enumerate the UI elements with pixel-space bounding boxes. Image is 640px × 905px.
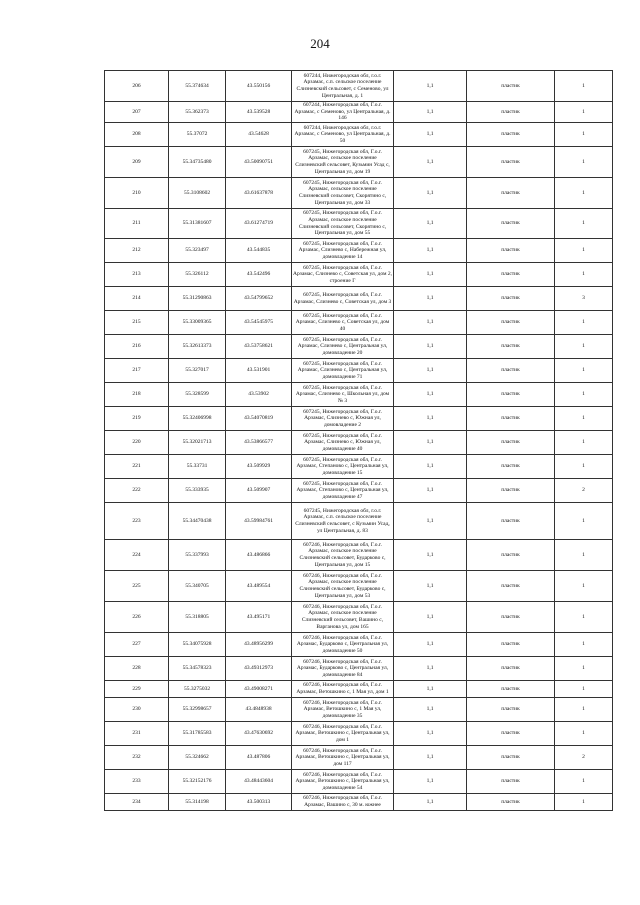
row-number-cell: 221	[105, 455, 169, 479]
table-row	[105, 770, 613, 794]
container-volume-cell: 1,1	[394, 633, 467, 657]
material-cell: пластик	[467, 503, 555, 540]
material-cell: пластик	[467, 722, 555, 746]
table-row	[105, 503, 613, 540]
longitude-cell: 43.47630692	[226, 722, 292, 746]
address-cell: 607244, Нижегородская обл, Г.о.г. Арзамас, с Семеново, ул Центральная, д. 146	[292, 102, 394, 123]
container-count-cell: 1	[555, 722, 613, 746]
container-count-cell: 1	[555, 311, 613, 335]
table-row	[105, 287, 613, 311]
container-count-cell: 1	[555, 633, 613, 657]
table-row	[105, 335, 613, 359]
address-cell: 607245, Нижегородская обл, Г.о.г. Арзамас, Степаново с, Центральная ул, домовладение 47	[292, 479, 394, 503]
material-cell: пластик	[467, 359, 555, 383]
latitude-cell: 55.362373	[169, 102, 226, 123]
container-count-cell: 2	[555, 746, 613, 770]
row-number-cell: 206	[105, 71, 169, 102]
table-row	[105, 479, 613, 503]
material-cell: пластик	[467, 147, 555, 178]
address-cell: 607246, Нижегородская обл, Г.о.г. Арзамас, Вашино с, 30 м. южнее	[292, 794, 394, 811]
row-number-cell: 234	[105, 794, 169, 811]
material-cell: пластик	[467, 407, 555, 431]
container-volume-cell: 1,1	[394, 479, 467, 503]
row-number-cell: 208	[105, 123, 169, 147]
table-row	[105, 681, 613, 698]
container-count-cell: 1	[555, 335, 613, 359]
container-volume-cell: 1,1	[394, 407, 467, 431]
longitude-cell: 43.550156	[226, 71, 292, 102]
longitude-cell: 43.49312973	[226, 657, 292, 681]
container-volume-cell: 1,1	[394, 383, 467, 407]
latitude-cell: 55.33731	[169, 455, 226, 479]
table-row	[105, 571, 613, 602]
address-cell: 607246, Нижегородская обл, Г.о.г. Арзамас, Бударково с, Центральная ул, домовладение 84	[292, 657, 394, 681]
address-cell: 607245, Нижегородская обл, Г.о.г. Арзамас, Слизнево с, Центральная ул, домовладение 20	[292, 335, 394, 359]
material-cell: пластик	[467, 571, 555, 602]
table-row	[105, 123, 613, 147]
latitude-cell: 55.318805	[169, 602, 226, 633]
material-cell: пластик	[467, 263, 555, 287]
address-cell: 607245, Нижегородская обл, Г.о.г. Арзамас, сельское поселение Слизневский сельсовет, Скорятино с, Центральная ул, дом 55	[292, 209, 394, 239]
row-number-cell: 223	[105, 503, 169, 540]
container-count-cell: 1	[555, 147, 613, 178]
table-row	[105, 602, 613, 633]
material-cell: пластик	[467, 540, 555, 571]
container-volume-cell: 1,1	[394, 698, 467, 722]
address-cell: 607245, Нижегородская обл, Г.о.г. Арзамас, Слизнево с, Набережная ул, домовладение 14	[292, 239, 394, 263]
longitude-cell: 43.61274719	[226, 209, 292, 239]
container-count-cell: 1	[555, 602, 613, 633]
address-cell: 607245, Нижегородская обл, Г.о.г. Арзамас, Слизнево с, Советская ул, дом 2, строение Г	[292, 263, 394, 287]
row-number-cell: 228	[105, 657, 169, 681]
longitude-cell: 43.531901	[226, 359, 292, 383]
table-row	[105, 794, 613, 811]
row-number-cell: 207	[105, 102, 169, 123]
latitude-cell: 55.33009365	[169, 311, 226, 335]
latitude-cell: 55.3275032	[169, 681, 226, 698]
container-count-cell: 3	[555, 287, 613, 311]
row-number-cell: 209	[105, 147, 169, 178]
table-row	[105, 263, 613, 287]
container-count-cell: 1	[555, 407, 613, 431]
table-row	[105, 71, 613, 102]
row-number-cell: 225	[105, 571, 169, 602]
container-count-cell: 1	[555, 657, 613, 681]
address-cell: 607245, Нижегородская обл, Г.о.г. Арзамас, Слизнево с, Южная ул, домовладение 40	[292, 431, 394, 455]
longitude-cell: 43.54545975	[226, 311, 292, 335]
address-cell: 607246, Нижегородская обл, Г.о.г. Арзамас, Ветошкино с, Центральная ул, дом 117	[292, 746, 394, 770]
container-count-cell: 2	[555, 479, 613, 503]
latitude-cell: 55.374634	[169, 71, 226, 102]
material-cell: пластик	[467, 698, 555, 722]
latitude-cell: 55.32152176	[169, 770, 226, 794]
address-cell: 607245, Нижегородская обл, Г.о.г. Арзамас, Слизнево с, Центральная ул, домовладение 71	[292, 359, 394, 383]
material-cell: пластик	[467, 102, 555, 123]
material-cell: пластик	[467, 746, 555, 770]
row-number-cell: 233	[105, 770, 169, 794]
material-cell: пластик	[467, 123, 555, 147]
material-cell: пластик	[467, 681, 555, 698]
address-cell: 607245, Нижегородская обл, Г.о.г. Арзамас, сельское поселение Слизневский сельсовет, Кузьмин Усад с, Центральная ул, дом 19	[292, 147, 394, 178]
longitude-cell: 43.542496	[226, 263, 292, 287]
container-volume-cell: 1,1	[394, 794, 467, 811]
longitude-cell: 43.50090751	[226, 147, 292, 178]
container-volume-cell: 1,1	[394, 335, 467, 359]
container-volume-cell: 1,1	[394, 359, 467, 383]
latitude-cell: 55.31381607	[169, 209, 226, 239]
row-number-cell: 227	[105, 633, 169, 657]
container-count-cell: 1	[555, 178, 613, 209]
container-volume-cell: 1,1	[394, 540, 467, 571]
latitude-cell: 55.34470438	[169, 503, 226, 540]
longitude-cell: 43.53866577	[226, 431, 292, 455]
longitude-cell: 43.4848938	[226, 698, 292, 722]
address-cell: 607246, Нижегородская обл, Г.о.г. Арзамас, сельское поселение Слизневский сельсовет, Бударково с, Центральная ул, дом 15	[292, 540, 394, 571]
container-count-cell: 1	[555, 359, 613, 383]
latitude-cell: 55.32998657	[169, 698, 226, 722]
container-count-cell: 1	[555, 431, 613, 455]
container-volume-cell: 1,1	[394, 102, 467, 123]
table-row	[105, 746, 613, 770]
address-cell: 607245, Нижегородская обл, Г.о.г. Арзамас, Слизнево с, Южная ул, домовладение 2	[292, 407, 394, 431]
address-cell: 607246, Нижегородская обл, Г.о.г. Арзамас, Бударково с, Центральная ул, домовладение 50	[292, 633, 394, 657]
container-count-cell: 1	[555, 794, 613, 811]
longitude-cell: 43.495171	[226, 602, 292, 633]
latitude-cell: 55.324662	[169, 746, 226, 770]
address-cell: 607246, Нижегородская обл, Г.о.г. Арзамас, Ветошкино с, 1 Мая ул, домовладение 35	[292, 698, 394, 722]
latitude-cell: 55.31290863	[169, 287, 226, 311]
address-cell: 607244, Нижегородская обл, г.о.г. Арзамас, с Семеново, ул Центральная, д. 50	[292, 123, 394, 147]
address-cell: 607246, Нижегородская обл, Г.о.г. Арзамас, сельское поселение Слизневский сельсовет, Бударково с, Центральная ул, дом 53	[292, 571, 394, 602]
material-cell: пластик	[467, 431, 555, 455]
row-number-cell: 216	[105, 335, 169, 359]
address-cell: 607246, Нижегородская обл, Г.о.г. Арзамас, Ветошкино с, Центральная ул, дом 1	[292, 722, 394, 746]
row-number-cell: 210	[105, 178, 169, 209]
row-number-cell: 224	[105, 540, 169, 571]
container-volume-cell: 1,1	[394, 431, 467, 455]
longitude-cell: 43.487806	[226, 746, 292, 770]
container-volume-cell: 1,1	[394, 311, 467, 335]
row-number-cell: 220	[105, 431, 169, 455]
material-cell: пластик	[467, 479, 555, 503]
material-cell: пластик	[467, 311, 555, 335]
table-row	[105, 698, 613, 722]
container-volume-cell: 1,1	[394, 209, 467, 239]
longitude-cell: 43.53902	[226, 383, 292, 407]
row-number-cell: 226	[105, 602, 169, 633]
table-body	[105, 71, 613, 811]
longitude-cell: 43.54628	[226, 123, 292, 147]
container-volume-cell: 1,1	[394, 722, 467, 746]
address-cell: 607245, Нижегородская обл, Г.о.г. Арзамас, Степаново с, Центральная ул, домовладение 15	[292, 455, 394, 479]
row-number-cell: 219	[105, 407, 169, 431]
address-cell: 607246, Нижегородская обл, Г.о.г. Арзамас, Ветошкино с, Центральная ул, домовладение 54	[292, 770, 394, 794]
container-count-cell: 1	[555, 455, 613, 479]
address-cell: 607246, Нижегородская обл, Г.о.г. Арзамас, Ветошкино с, 1 Мая ул, дом 1	[292, 681, 394, 698]
row-number-cell: 231	[105, 722, 169, 746]
latitude-cell: 55.32406998	[169, 407, 226, 431]
container-volume-cell: 1,1	[394, 746, 467, 770]
container-count-cell: 1	[555, 71, 613, 102]
container-count-cell: 1	[555, 239, 613, 263]
table-row	[105, 239, 613, 263]
table-row	[105, 359, 613, 383]
address-cell: 607245, Нижегородская обл, г.о.г. Арзамас, с.п. сельское поселение Слизневский сельсовет, с Кузьмин Усад, ул Центральная, д. 83	[292, 503, 394, 540]
material-cell: пластик	[467, 239, 555, 263]
latitude-cell: 55.34735480	[169, 147, 226, 178]
container-sites-table	[104, 70, 613, 811]
latitude-cell: 55.34075928	[169, 633, 226, 657]
address-cell: 607245, Нижегородская обл, Г.о.г. Арзамас, Слизнево с, Советская ул, дом 3	[292, 287, 394, 311]
table-row	[105, 431, 613, 455]
latitude-cell: 55.314198	[169, 794, 226, 811]
longitude-cell: 43.48956299	[226, 633, 292, 657]
container-count-cell: 1	[555, 209, 613, 239]
latitude-cell: 55.323497	[169, 239, 226, 263]
longitude-cell: 43.48443604	[226, 770, 292, 794]
material-cell: пластик	[467, 455, 555, 479]
table-row	[105, 455, 613, 479]
longitude-cell: 43.544835	[226, 239, 292, 263]
longitude-cell: 43.539528	[226, 102, 292, 123]
row-number-cell: 215	[105, 311, 169, 335]
container-volume-cell: 1,1	[394, 263, 467, 287]
latitude-cell: 55.32021713	[169, 431, 226, 455]
container-count-cell: 1	[555, 102, 613, 123]
longitude-cell: 43.49008271	[226, 681, 292, 698]
material-cell: пластик	[467, 657, 555, 681]
table-row	[105, 633, 613, 657]
table-row	[105, 147, 613, 178]
container-count-cell: 1	[555, 770, 613, 794]
container-volume-cell: 1,1	[394, 178, 467, 209]
container-volume-cell: 1,1	[394, 239, 467, 263]
row-number-cell: 214	[105, 287, 169, 311]
container-count-cell: 1	[555, 123, 613, 147]
table-row	[105, 311, 613, 335]
address-cell: 607244, Нижегородская обл, г.о.г. Арзамас, с.п. сельское поселение Слизневский сельсовет, с Семеново, ул Центральная, д. 1	[292, 71, 394, 102]
longitude-cell: 43.61637878	[226, 178, 292, 209]
row-number-cell: 232	[105, 746, 169, 770]
container-count-cell: 1	[555, 503, 613, 540]
table-row	[105, 722, 613, 746]
table-row	[105, 540, 613, 571]
table-row	[105, 102, 613, 123]
material-cell: пластик	[467, 71, 555, 102]
container-volume-cell: 1,1	[394, 681, 467, 698]
row-number-cell: 217	[105, 359, 169, 383]
address-cell: 607246, Нижегородская обл, Г.о.г. Арзамас, сельское поселение Слизневский сельсовет, Вашино с, Варганова ул, дом 165	[292, 602, 394, 633]
table-row	[105, 209, 613, 239]
table-row	[105, 407, 613, 431]
container-count-cell: 1	[555, 540, 613, 571]
container-volume-cell: 1,1	[394, 147, 467, 178]
latitude-cell: 55.37072	[169, 123, 226, 147]
row-number-cell: 218	[105, 383, 169, 407]
material-cell: пластик	[467, 383, 555, 407]
address-cell: 607245, Нижегородская обл, Г.о.г. Арзамас, сельское поселение Слизневский сельсовет, Скорятино с, Центральная ул, дом 33	[292, 178, 394, 209]
latitude-cell: 55.340705	[169, 571, 226, 602]
container-volume-cell: 1,1	[394, 602, 467, 633]
longitude-cell: 43.509929	[226, 455, 292, 479]
latitude-cell: 55.34578323	[169, 657, 226, 681]
longitude-cell: 43.489554	[226, 571, 292, 602]
latitude-cell: 55.333935	[169, 479, 226, 503]
container-count-cell: 1	[555, 263, 613, 287]
material-cell: пластик	[467, 178, 555, 209]
row-number-cell: 211	[105, 209, 169, 239]
row-number-cell: 229	[105, 681, 169, 698]
row-number-cell: 230	[105, 698, 169, 722]
longitude-cell: 43.53758621	[226, 335, 292, 359]
container-count-cell: 1	[555, 698, 613, 722]
container-volume-cell: 1,1	[394, 455, 467, 479]
latitude-cell: 55.3108602	[169, 178, 226, 209]
container-volume-cell: 1,1	[394, 123, 467, 147]
container-volume-cell: 1,1	[394, 71, 467, 102]
row-number-cell: 213	[105, 263, 169, 287]
latitude-cell: 55.326112	[169, 263, 226, 287]
container-volume-cell: 1,1	[394, 571, 467, 602]
latitude-cell: 55.328599	[169, 383, 226, 407]
container-volume-cell: 1,1	[394, 657, 467, 681]
material-cell: пластик	[467, 794, 555, 811]
latitude-cell: 55.327017	[169, 359, 226, 383]
row-number-cell: 222	[105, 479, 169, 503]
longitude-cell: 43.500313	[226, 794, 292, 811]
material-cell: пластик	[467, 209, 555, 239]
material-cell: пластик	[467, 287, 555, 311]
latitude-cell: 55.32613373	[169, 335, 226, 359]
table-row	[105, 383, 613, 407]
container-volume-cell: 1,1	[394, 770, 467, 794]
page-number: 204	[310, 36, 330, 51]
container-volume-cell: 1,1	[394, 287, 467, 311]
longitude-cell: 43.486866	[226, 540, 292, 571]
longitude-cell: 43.509907	[226, 479, 292, 503]
address-cell: 607245, Нижегородская обл, Г.о.г. Арзамас, Слизнево с, Советская ул, дом 40	[292, 311, 394, 335]
container-volume-cell: 1,1	[394, 503, 467, 540]
latitude-cell: 55.31785583	[169, 722, 226, 746]
container-count-cell: 1	[555, 681, 613, 698]
container-count-cell: 1	[555, 383, 613, 407]
longitude-cell: 43.59984761	[226, 503, 292, 540]
row-number-cell: 212	[105, 239, 169, 263]
container-count-cell: 1	[555, 571, 613, 602]
table-row	[105, 657, 613, 681]
address-cell: 607245, Нижегородская обл, Г.о.г. Арзамас, Слизнево с, Школьная ул, дом № 3	[292, 383, 394, 407]
longitude-cell: 43.54799652	[226, 287, 292, 311]
latitude-cell: 55.337993	[169, 540, 226, 571]
material-cell: пластик	[467, 335, 555, 359]
table-row	[105, 178, 613, 209]
material-cell: пластик	[467, 602, 555, 633]
longitude-cell: 43.54070819	[226, 407, 292, 431]
material-cell: пластик	[467, 633, 555, 657]
material-cell: пластик	[467, 770, 555, 794]
